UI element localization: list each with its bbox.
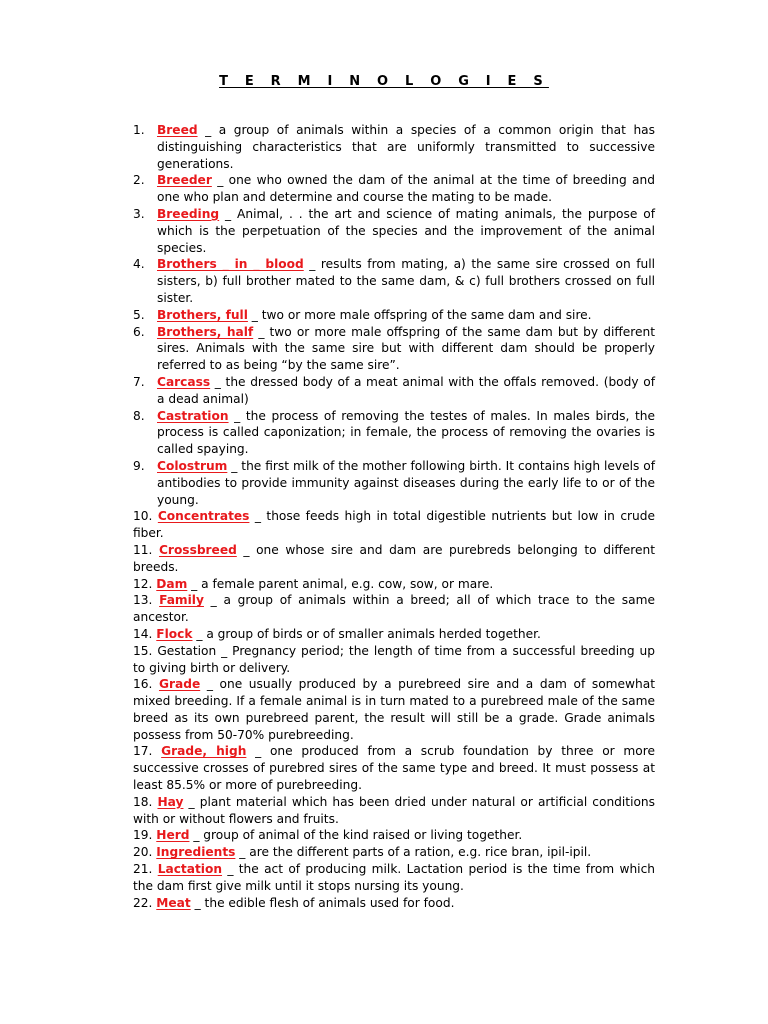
term-name: Breeding	[157, 206, 220, 221]
term-entry	[133, 643, 655, 677]
term-definition: _ those feeds high in total digestible nutrients but low in crude fiber.	[133, 509, 655, 541]
term-name: Hay	[157, 794, 184, 809]
term-entry	[133, 626, 655, 643]
term-entry	[133, 743, 655, 793]
entry-number: 5.	[133, 307, 145, 322]
term-definition: _ group of animal of the kind raised or living together.	[189, 828, 523, 843]
term-name: Concentrates	[157, 509, 250, 524]
term-entry	[133, 592, 655, 626]
term-name: Brothers, half	[157, 324, 254, 339]
entry-number: 12.	[133, 576, 157, 591]
term-definition: _ one who owned the dam of the animal at the time of breeding and one who plan and determine and course the mating to be made.	[157, 173, 655, 205]
term-name: Brothers _ in _ blood	[157, 257, 304, 272]
term-definition: _ a group of birds or of smaller animals herded together.	[192, 626, 541, 641]
entry-number: 4.	[133, 257, 145, 272]
term-entry	[133, 458, 655, 508]
term-definition: _ a female parent animal, e.g. cow, sow, or mare.	[187, 576, 494, 591]
term-definition: _ are the different parts of a ration, e.g. rice bran, ipil-ipil.	[235, 845, 592, 860]
entry-number: 15.	[133, 643, 158, 658]
term-name: Herd	[156, 828, 190, 843]
term-definition: _ two or more male offspring of the same dam and sire.	[247, 307, 592, 322]
term-name: Grade	[158, 677, 201, 692]
term-name: Carcass	[157, 374, 211, 389]
entry-number: 11.	[133, 542, 159, 557]
term-definition: _ the process of removing the testes of males. In males birds, the process is called caponization; in female, the process of removing the ovaries is called spaying.	[157, 408, 655, 457]
term-name: Lactation	[157, 862, 223, 877]
page-title: T E R M I N O L O G I E S	[219, 74, 549, 89]
entry-number: 6.	[133, 324, 145, 339]
term-entry	[133, 827, 655, 844]
term-definition: _ the dressed body of a meat animal with the offals removed. (body of a dead animal)	[157, 374, 655, 406]
term-name: Meat	[156, 895, 191, 910]
term-entry	[133, 408, 655, 458]
term-entry	[133, 844, 655, 861]
term-definition: _ results from mating, a) the same sire crossed on full sisters, b) full brother mated to the same dam, & c) full brothers crossed on full sister.	[157, 257, 655, 305]
term-definition: _ the edible flesh of animals used for food.	[190, 895, 455, 910]
entry-number: 2.	[133, 173, 145, 188]
term-entry	[133, 374, 655, 408]
term-definition: _ a group of animals within a species of a common origin that has distinguishing characteristics that are uniformly transmitted to successive generations.	[157, 123, 655, 171]
term-name: Flock	[156, 626, 193, 641]
term-name: Breed	[157, 123, 198, 137]
entry-number: 17.	[133, 744, 162, 759]
term-name: Grade, high	[161, 744, 247, 759]
term-entry	[133, 307, 655, 324]
terminology-list	[133, 122, 655, 911]
term-entry	[133, 256, 655, 306]
term-definition: _ Animal, . . the art and science of mating animals, the purpose of which is the perpetuation of the species and the improvement of the animal species.	[157, 206, 655, 255]
term-entry	[133, 172, 655, 206]
term-definition: _ the act of producing milk. Lactation period is the time from which the dam first give milk until it stops nursing its young.	[133, 862, 655, 893]
term-entry	[133, 542, 655, 576]
term-entry	[133, 861, 655, 895]
term-definition: _ a group of animals within a breed; all of which trace to the same ancestor.	[133, 593, 655, 625]
entry-number: 8.	[133, 408, 145, 423]
entry-number: 3.	[133, 206, 145, 221]
term-name: Breeder	[157, 173, 212, 188]
entry-number: 7.	[133, 374, 145, 389]
term-name: Brothers, full	[157, 307, 248, 322]
term-name: Ingredients	[156, 845, 236, 860]
term-name: Castration	[157, 408, 229, 423]
term-name: Dam	[156, 576, 188, 591]
term-definition: _ plant material which has been dried under natural or artificial conditions with or without flowers and fruits.	[133, 794, 655, 826]
term-entry	[133, 895, 655, 912]
term-entry	[133, 122, 655, 172]
term-definition: _ the first milk of the mother following birth. It contains high levels of antibodies to provide immunity against diseases during the early life to or of the young.	[157, 458, 655, 507]
term-entry	[133, 676, 655, 743]
entry-number: 21.	[133, 862, 158, 877]
term-definition: _ two or more male offspring of the same dam but by different sires. Animals with the same sire but with different dam should be properly referred to as being “by the same sire”.	[157, 324, 655, 373]
term-definition: _ one whose sire and dam are purebreds belonging to different breeds.	[133, 542, 655, 574]
term-name: Crossbreed	[158, 542, 237, 557]
term-entry	[133, 324, 655, 374]
term-entry	[133, 206, 655, 256]
entry-number: 18.	[133, 794, 158, 809]
entry-number: 13.	[133, 593, 160, 608]
term-definition: Gestation _ Pregnancy period; the length of time from a successful breeding up to giving birth or delivery.	[133, 643, 655, 675]
term-name: Colostrum	[157, 458, 228, 473]
term-entry	[133, 508, 655, 542]
term-entry	[133, 794, 655, 828]
entry-number: 14.	[133, 626, 157, 641]
entry-number: 19.	[133, 828, 157, 843]
term-name: Family	[159, 593, 204, 608]
entry-number: 1.	[133, 123, 145, 137]
entry-number: 22.	[133, 895, 157, 910]
term-definition: _ one produced from a scrub foundation by three or more successive crosses of purebred sires of the same type and breed. It must possess at least 85.5% or more of purebreeding.	[133, 744, 656, 793]
entry-number: 9.	[133, 458, 145, 473]
entry-number: 10.	[133, 509, 158, 524]
entry-number: 20.	[133, 845, 157, 860]
entry-number: 16.	[133, 677, 159, 692]
term-entry	[133, 576, 655, 593]
term-definition: _ one usually produced by a purebreed sire and a dam of somewhat mixed breeding. If a female animal is in turn mated to a purebreed male of the same breed as its own purebreed parent, the result will still be a grade. Grade animals possess from 50-70% purebreeding.	[133, 677, 655, 742]
